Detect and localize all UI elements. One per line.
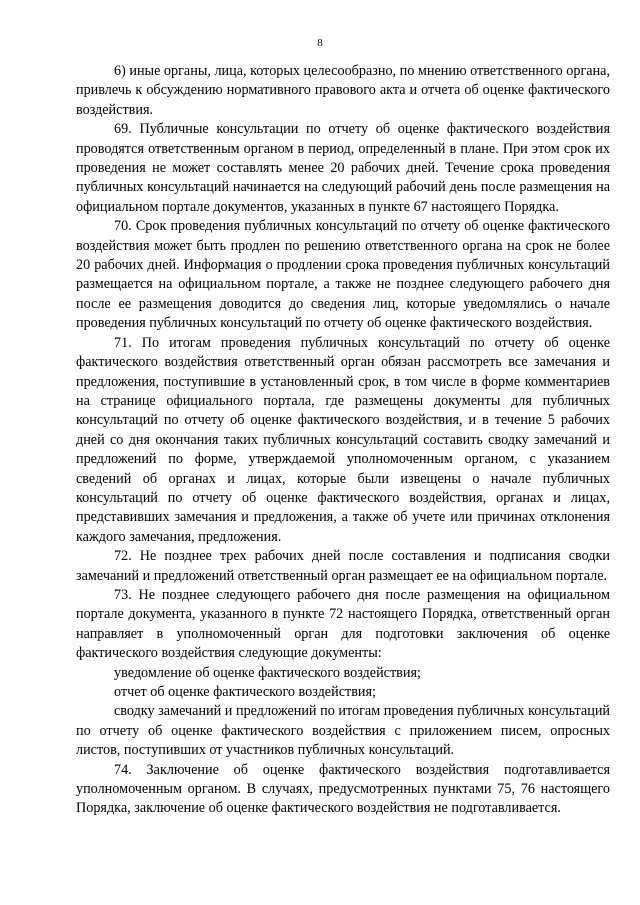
paragraph-69: 69. Публичные консультации по отчету об оценке фактического воздействия проводятся ответственным органом в период, определенный в плане. При этом срок их проведения не может составлять менее 20 рабочих дней. Течение срока проведения публичных консультаций начинается на следующий рабочий день после размещения на официальном портале документов, указанных в пункте 67 настоящего Порядка. bbox=[76, 121, 610, 215]
document-list-item-notification: уведомление об оценке фактического воздействия; bbox=[114, 664, 421, 681]
paragraph-74: 74. Заключение об оценке фактического воздействия подготавливается уполномоченным органом. В случаях, предусмотренных пунктами 75, 76 настоящего Порядка, заключение об оценке фактического воздействия не подготавливается. bbox=[76, 761, 610, 817]
document-body bbox=[76, 62, 610, 819]
paragraph-70: 70. Срок проведения публичных консультаций по отчету об оценке фактического воздействия может быть продлен по решению ответственного органа на срок не более 20 рабочих дней. Информация о продлении срока проведения публичных консультаций размещается на официальном портале, а также не позднее следующего рабочего дня после ее размещения доводится до сведения лиц, которые уведомлялись о начале проведения публичных консультаций по отчету об оценке фактического воздействия. bbox=[76, 218, 610, 332]
document-list-item-summary: сводку замечаний и предложений по итогам проведения публичных консультаций по отчету об оценке фактического воздействия с приложением писем, опросных листов, поступивших от участников публичных консультаций. bbox=[76, 703, 610, 759]
paragraph-71: 71. По итогам проведения публичных консультаций по отчету об оценке фактического воздействия ответственный орган обязан рассмотреть все замечания и предложения, поступившие в установленный срок, в том числе в форме комментариев на странице официального портала, где размещены документы для публичных консультаций по отчету об оценке фактического воздействия, и в течение 5 рабочих дней со дня окончания таких публичных консультаций составить сводку замечаний и предложений по форме, утверждаемой уполномоченным органом, с указанием сведений об органах и лицах, которые были извещены о начале публичных консультаций по отчету об оценке фактического воздействия, органах и лицах, представивших замечания и предложения, а также об учете или причинах отклонения каждого замечания, предложения. bbox=[76, 334, 610, 545]
paragraph-item-6: 6) иные органы, лица, которых целесообразно, по мнению ответственного органа, привлечь к обсуждению нормативного правового акта и отчета об оценке фактического воздействия. bbox=[76, 63, 611, 118]
page-number: 8 bbox=[317, 37, 323, 49]
document-list-item-report: отчет об оценке фактического воздействия; bbox=[114, 684, 376, 700]
paragraph-72: 72. Не позднее трех рабочих дней после составления и подписания сводки замечаний и предложений ответственный орган размещает ее на официальном портале. bbox=[76, 548, 610, 584]
paragraph-73: 73. Не позднее следующего рабочего дня после размещения на официальном портале документа, указанного в пункте 72 настоящего Порядка, ответственный орган направляет в уполномоченный орган для подготовки заключения об оценке фактического воздействия следующие документы: bbox=[76, 586, 610, 662]
